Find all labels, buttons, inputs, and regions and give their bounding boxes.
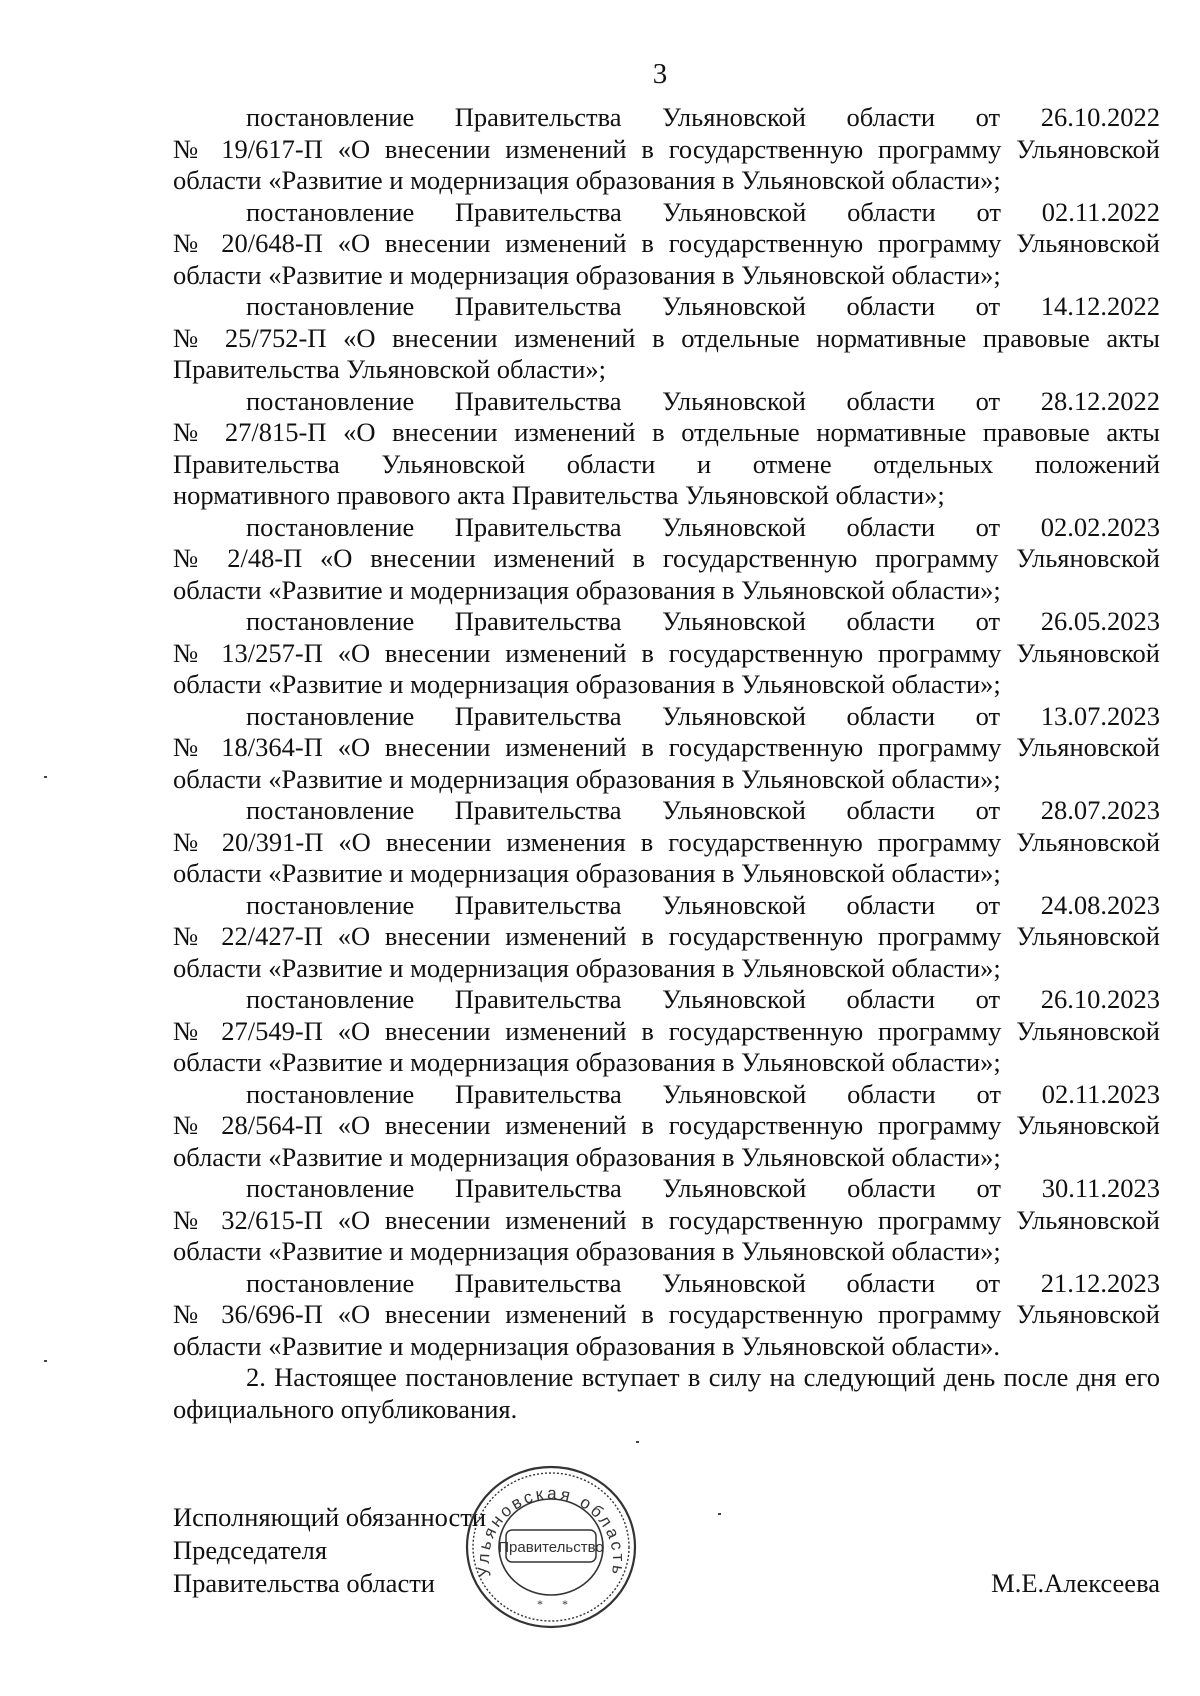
decree-lead-word: Ульяновской <box>662 700 806 731</box>
decree-entry <box>173 512 1160 607</box>
decree-entry <box>173 984 1160 1079</box>
decree-lead-word: от <box>975 795 1001 825</box>
decree-lead-word: от <box>975 1267 1001 1298</box>
decree-text-line: № 36/696-П «О внесении изменений в государственную программу Ульяновской <box>173 1299 1160 1329</box>
decree-entry <box>173 386 1160 512</box>
svg-text:*: * <box>537 1597 543 1611</box>
decree-lead-word: от <box>976 1078 1001 1109</box>
decree-text-line: Правительства Ульяновской области»; <box>173 354 606 384</box>
decree-lead-word: постановление <box>246 1267 415 1298</box>
signer-position-line-2: Председателя <box>173 1535 328 1565</box>
decree-lead-word: Ульяновской <box>662 889 806 920</box>
seal-ring-text: Ульяновская область <box>473 1483 629 1579</box>
decree-lead-word: Правительства <box>454 889 622 920</box>
decree-lead-word: Ульяновской <box>662 795 806 825</box>
decree-text-line: № 18/364-П «О внесении изменений в государственную программу Ульяновской <box>173 732 1160 762</box>
decree-lead-line <box>173 1173 1160 1205</box>
decree-lead-line <box>173 984 1160 1016</box>
decree-lead-word: Правительства <box>454 385 622 416</box>
decree-lead-word: Правительства <box>454 291 622 321</box>
page-number: 3 <box>652 58 668 90</box>
svg-text:Ульяновская область <box>474 1484 628 1579</box>
decree-text-line: области «Развитие и модернизация образования в Ульяновской области»; <box>173 763 1001 794</box>
official-seal <box>462 1462 640 1632</box>
svg-text:*: * <box>562 1597 568 1611</box>
decree-text-line: области «Развитие и модернизация образования в Ульяновской области»; <box>173 669 1001 699</box>
decree-lead-word: от <box>975 385 1001 416</box>
decree-lead-word: от <box>975 700 1001 731</box>
decree-lead-word: постановление <box>246 984 415 1014</box>
decree-lead-word: от <box>976 1173 1001 1203</box>
decree-text-line: области «Развитие и модернизация образования в Ульяновской области»; <box>173 165 1001 195</box>
decree-lead-line <box>173 102 1160 134</box>
decree-list <box>173 102 1160 1362</box>
decree-lead-line <box>173 386 1160 418</box>
decree-text-line: области «Развитие и модернизация образования в Ульяновской области»; <box>173 1047 1001 1077</box>
decree-lead-word: 24.08.2023 <box>1040 889 1160 920</box>
decree-entry <box>173 701 1160 796</box>
decree-lead-word: 21.12.2023 <box>1040 1267 1160 1298</box>
decree-entry <box>173 1268 1160 1363</box>
decree-lead-word: постановление <box>246 889 415 920</box>
decree-lead-line <box>173 197 1160 229</box>
decree-text-line: области «Развитие и модернизация образования в Ульяновской области»; <box>173 858 1001 888</box>
decree-lead-line <box>173 795 1160 827</box>
decree-lead-word: области <box>846 1267 936 1298</box>
effective-date-paragraph: 2. Настоящее постановление вступает в силу на следующий день после дня его официального опубликования. <box>173 1362 1160 1424</box>
decree-lead-word: области <box>847 196 936 227</box>
decree-lead-word: 02.02.2023 <box>1040 511 1160 542</box>
decree-text-line: области «Развитие и модернизация образования в Ульяновской области»; <box>173 952 1001 983</box>
decree-text-line: области «Развитие и модернизация образования в Ульяновской области»; <box>173 1236 1001 1266</box>
decree-lead-word: Правительства <box>455 196 622 227</box>
decree-lead-line <box>173 1079 1160 1111</box>
decree-lead-word: от <box>975 291 1001 321</box>
decree-entry <box>173 795 1160 890</box>
decree-entry <box>173 102 1160 197</box>
decree-lead-word: области <box>846 385 936 416</box>
decree-lead-word: Ульяновской <box>662 1267 806 1298</box>
scan-artifact <box>636 1441 639 1443</box>
decree-lead-word: постановление <box>246 1078 415 1109</box>
decree-lead-word: 13.07.2023 <box>1040 700 1160 731</box>
decree-text-line: Правительства Ульяновской области и отмене отдельных положений <box>173 448 1160 479</box>
decree-entry <box>173 890 1160 985</box>
decree-lead-word: Ульяновской <box>662 385 806 416</box>
decree-text-line: № 20/391-П «О внесении изменения в государственную программу Ульяновской <box>173 826 1160 857</box>
signer-position-line-3: Правительства области <box>173 1568 435 1598</box>
decree-text-line: № 27/815-П «О внесении изменений в отдельные нормативные правовые акты <box>173 417 1160 447</box>
decree-lead-word: от <box>975 606 1001 636</box>
decree-text-line: № 28/564-П «О внесении изменений в государственную программу Ульяновской <box>173 1110 1160 1140</box>
decree-text-line: № 19/617-П «О внесении изменений в государственную программу Ульяновской <box>173 133 1160 164</box>
decree-lead-word: Правительства <box>455 1078 622 1109</box>
decree-entry <box>173 1079 1160 1174</box>
decree-lead-word: 28.07.2023 <box>1040 795 1160 825</box>
decree-entry <box>173 1173 1160 1268</box>
decree-lead-word: постановление <box>246 196 415 227</box>
decree-text-line: № 20/648-П «О внесении изменений в государственную программу Ульяновской <box>173 228 1160 258</box>
decree-lead-word: постановление <box>246 291 415 321</box>
decree-lead-word: от <box>975 889 1001 920</box>
document-body <box>173 102 1160 1425</box>
decree-text-line: области «Развитие и модернизация образования в Ульяновской области»; <box>173 1141 1001 1172</box>
signature-block <box>173 1501 1160 1600</box>
decree-lead-word: от <box>976 196 1001 227</box>
decree-lead-word: Ульяновской <box>662 196 807 227</box>
decree-text-line: № 13/257-П «О внесении изменений в государственную программу Ульяновской <box>173 637 1160 668</box>
decree-lead-word: Правительства <box>455 1173 622 1203</box>
decree-text-line: области «Развитие и модернизация образования в Ульяновской области»; <box>173 574 1001 605</box>
signer-position-line-1: Исполняющий обязанности <box>173 1502 487 1532</box>
decree-lead-word: области <box>846 291 936 321</box>
decree-lead-word: от <box>975 511 1001 542</box>
decree-lead-line <box>173 701 1160 733</box>
decree-lead-word: Правительства <box>454 795 622 825</box>
decree-lead-word: Ульяновской <box>662 1078 807 1109</box>
decree-text-line: № 22/427-П «О внесении изменений в государственную программу Ульяновской <box>173 921 1160 951</box>
decree-lead-word: области <box>847 1173 936 1203</box>
decree-lead-line <box>173 1268 1160 1300</box>
decree-lead-word: постановление <box>246 606 415 636</box>
decree-lead-word: постановление <box>246 511 415 542</box>
decree-lead-word: 14.12.2022 <box>1040 291 1160 321</box>
signer-name: М.Е.Алексеева <box>991 1568 1160 1598</box>
decree-lead-word: постановление <box>246 1173 415 1203</box>
scan-artifact <box>44 1360 47 1362</box>
decree-lead-word: от <box>975 102 1001 132</box>
decree-entry <box>173 606 1160 701</box>
decree-lead-word: Правительства <box>454 700 622 731</box>
scan-artifact <box>718 1513 721 1515</box>
decree-lead-word: области <box>847 1078 936 1109</box>
decree-lead-word: области <box>846 606 936 636</box>
decree-lead-word: 28.12.2022 <box>1040 385 1160 416</box>
decree-lead-word: Ульяновской <box>662 984 806 1014</box>
decree-lead-word: Правительства <box>454 1267 622 1298</box>
decree-lead-word: Правительства <box>454 606 622 636</box>
decree-lead-word: Ульяновской <box>662 606 806 636</box>
decree-lead-word: постановление <box>246 700 415 731</box>
decree-lead-word: постановление <box>246 385 415 416</box>
decree-text-line: № 25/752-П «О внесении изменений в отдельные нормативные правовые акты <box>173 322 1160 353</box>
decree-lead-line <box>173 606 1160 638</box>
decree-lead-word: 02.11.2022 <box>1041 196 1160 227</box>
decree-lead-word: 26.05.2023 <box>1040 606 1160 636</box>
decree-lead-word: от <box>975 984 1001 1014</box>
decree-entry <box>173 197 1160 292</box>
decree-lead-word: 26.10.2023 <box>1040 984 1160 1014</box>
decree-entry <box>173 291 1160 386</box>
decree-lead-word: Ульяновской <box>662 102 806 132</box>
decree-lead-word: области <box>846 795 936 825</box>
decree-lead-line <box>173 890 1160 922</box>
decree-lead-word: Ульяновской <box>662 1173 807 1203</box>
decree-lead-word: постановление <box>246 102 415 132</box>
decree-lead-word: области <box>846 984 936 1014</box>
decree-lead-word: области <box>846 700 936 731</box>
decree-text-line: № 2/48-П «О внесении изменений в государственную программу Ульяновской <box>173 543 1160 573</box>
decree-lead-word: области <box>846 511 936 542</box>
decree-lead-line <box>173 512 1160 544</box>
decree-lead-word: 30.11.2023 <box>1041 1173 1160 1203</box>
decree-lead-word: Правительства <box>454 102 622 132</box>
decree-text-line: № 27/549-П «О внесении изменений в государственную программу Ульяновской <box>173 1015 1160 1046</box>
decree-lead-word: Ульяновской <box>662 291 806 321</box>
decree-lead-word: постановление <box>246 795 415 825</box>
decree-lead-word: Правительства <box>454 984 622 1014</box>
scan-artifact <box>44 776 47 778</box>
decree-text-line: нормативного правового акта Правительства Ульяновской области»; <box>173 480 945 510</box>
decree-lead-word: Правительства <box>454 511 622 542</box>
decree-text-line: области «Развитие и модернизация образования в Ульяновской области». <box>173 1330 1001 1361</box>
decree-text-line: № 32/615-П «О внесении изменений в государственную программу Ульяновской <box>173 1204 1160 1235</box>
seal-center-text: Правительство <box>498 1539 604 1556</box>
decree-lead-word: Ульяновской <box>662 511 806 542</box>
decree-lead-line <box>173 291 1160 323</box>
decree-text-line: области «Развитие и модернизация образования в Ульяновской области»; <box>173 259 1001 290</box>
decree-lead-word: 02.11.2023 <box>1041 1078 1160 1109</box>
decree-lead-word: 26.10.2022 <box>1040 102 1160 132</box>
decree-lead-word: области <box>846 102 936 132</box>
decree-lead-word: области <box>846 889 936 920</box>
